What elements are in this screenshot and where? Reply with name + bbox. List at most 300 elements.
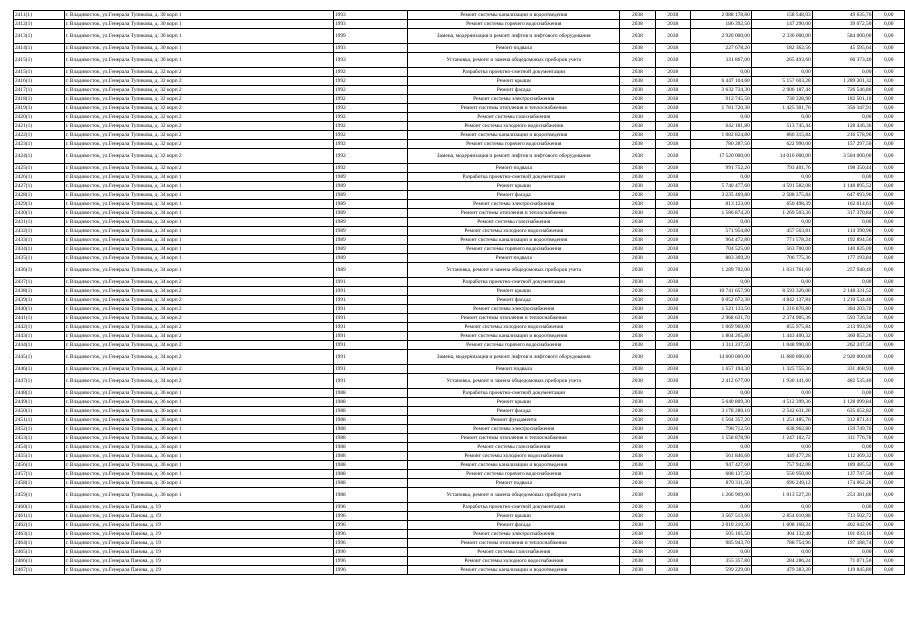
fund-cost-cell: 0,00 bbox=[751, 548, 812, 557]
table-row bbox=[14, 296, 905, 305]
start-year-cell: 2038 bbox=[620, 566, 655, 575]
row-id-cell: 2444(1) bbox=[14, 341, 65, 350]
build-year-cell: 1988 bbox=[333, 452, 407, 461]
end-year-cell: 2038 bbox=[655, 443, 690, 452]
work-type-cell: Разработка проектно-сметной документации bbox=[408, 503, 620, 512]
total-cost-cell: 2 968 631,70 bbox=[690, 314, 751, 323]
build-year-cell: 1988 bbox=[333, 488, 407, 503]
owner-cost-cell: 304 203,70 bbox=[812, 305, 873, 314]
build-year-cell: 1996 bbox=[333, 503, 407, 512]
other-cost-cell: 0,00 bbox=[873, 200, 905, 209]
total-cost-cell: 3 632 734,30 bbox=[690, 86, 751, 95]
end-year-cell: 2038 bbox=[655, 461, 690, 470]
build-year-cell: 1991 bbox=[333, 305, 407, 314]
fund-cost-cell: 0,00 bbox=[751, 68, 812, 77]
address-cell: г. Владивосток, ул.Генерала Тупикова, д. 34 корп 1 bbox=[64, 173, 333, 182]
start-year-cell: 2038 bbox=[620, 323, 655, 332]
table-row bbox=[14, 164, 905, 173]
build-year-cell: 1988 bbox=[333, 443, 407, 452]
table-row bbox=[14, 566, 905, 575]
fund-cost-cell: 622 990,00 bbox=[751, 140, 812, 149]
owner-cost-cell: 162 614,61 bbox=[812, 200, 873, 209]
owner-cost-cell: 647 093,96 bbox=[812, 191, 873, 200]
other-cost-cell: 0,00 bbox=[873, 113, 905, 122]
table-row bbox=[14, 479, 905, 488]
fund-cost-cell: 1 443 400,32 bbox=[751, 332, 812, 341]
start-year-cell: 2038 bbox=[620, 416, 655, 425]
total-cost-cell: 1 289 702,00 bbox=[690, 263, 751, 278]
fund-cost-cell: 4 591 582,08 bbox=[751, 182, 812, 191]
other-cost-cell: 0,00 bbox=[873, 452, 905, 461]
build-year-cell: 1991 bbox=[333, 332, 407, 341]
build-year-cell: 1989 bbox=[333, 200, 407, 209]
start-year-cell: 2038 bbox=[620, 365, 655, 374]
other-cost-cell: 0,00 bbox=[873, 122, 905, 131]
other-cost-cell: 0,00 bbox=[873, 512, 905, 521]
address-cell: г. Владивосток, ул.Генерала Тупикова, д. 32 корп 2 bbox=[64, 164, 333, 173]
end-year-cell: 2038 bbox=[655, 245, 690, 254]
table-row bbox=[14, 86, 905, 95]
build-year-cell: 1992 bbox=[333, 68, 407, 77]
owner-cost-cell: 0,00 bbox=[812, 389, 873, 398]
end-year-cell: 2038 bbox=[655, 530, 690, 539]
row-id-cell: 2455(1) bbox=[14, 452, 65, 461]
owner-cost-cell: 182 501,10 bbox=[812, 95, 873, 104]
owner-cost-cell: 1 289 301,32 bbox=[812, 77, 873, 86]
start-year-cell: 2038 bbox=[620, 530, 655, 539]
row-id-cell: 2422(1) bbox=[14, 131, 65, 140]
address-cell: г. Владивосток, ул.Генерала Панова, д. 19 bbox=[64, 503, 333, 512]
work-type-cell: Ремонт системы отопления и теплоснабжения bbox=[408, 314, 620, 323]
start-year-cell: 2038 bbox=[620, 341, 655, 350]
address-cell: г. Владивосток, ул.Генерала Тупикова, д. 34 корп 2 bbox=[64, 341, 333, 350]
start-year-cell: 2038 bbox=[620, 20, 655, 29]
owner-cost-cell: 726 546,86 bbox=[812, 86, 873, 95]
fund-cost-cell: 866 315,84 bbox=[751, 131, 812, 140]
total-cost-cell: 186 392,50 bbox=[690, 20, 751, 29]
start-year-cell: 2038 bbox=[620, 287, 655, 296]
row-id-cell: 2437(1) bbox=[14, 278, 65, 287]
table-row bbox=[14, 149, 905, 164]
owner-cost-cell: 0,00 bbox=[812, 443, 873, 452]
work-type-cell: Ремонт системы электроснабжения bbox=[408, 530, 620, 539]
address-cell: г. Владивосток, ул.Генерала Тупикова, д. 34 корп 2 bbox=[64, 287, 333, 296]
total-cost-cell: 1 069 969,00 bbox=[690, 323, 751, 332]
fund-cost-cell: 457 563,81 bbox=[751, 227, 812, 236]
fund-cost-cell: 1 425 301,76 bbox=[751, 104, 812, 113]
owner-cost-cell: 39 072,50 bbox=[812, 20, 873, 29]
work-type-cell: Ремонт крыши bbox=[408, 512, 620, 521]
row-id-cell: 2447(1) bbox=[14, 374, 65, 389]
owner-cost-cell: 253 381,80 bbox=[812, 488, 873, 503]
other-cost-cell: 0,00 bbox=[873, 530, 905, 539]
address-cell: г. Владивосток, ул.Генерала Тупикова, д. 36 корп 1 bbox=[64, 443, 333, 452]
work-type-cell: Ремонт системы холодного водоснабжения bbox=[408, 122, 620, 131]
table-row bbox=[14, 29, 905, 44]
owner-cost-cell: 360 853,26 bbox=[812, 332, 873, 341]
other-cost-cell: 0,00 bbox=[873, 503, 905, 512]
other-cost-cell: 0,00 bbox=[873, 245, 905, 254]
total-cost-cell: 2 010 210,30 bbox=[690, 521, 751, 530]
row-id-cell: 2463(1) bbox=[14, 530, 65, 539]
start-year-cell: 2038 bbox=[620, 452, 655, 461]
other-cost-cell: 0,00 bbox=[873, 557, 905, 566]
total-cost-cell: 227 678,20 bbox=[690, 44, 751, 53]
total-cost-cell: 1 521 133,50 bbox=[690, 305, 751, 314]
start-year-cell: 2038 bbox=[620, 521, 655, 530]
total-cost-cell: 561 846,60 bbox=[690, 452, 751, 461]
row-id-cell: 2440(1) bbox=[14, 305, 65, 314]
address-cell: г. Владивосток, ул.Генерала Тупикова, д. 34 корп 2 bbox=[64, 332, 333, 341]
build-year-cell: 1988 bbox=[333, 461, 407, 470]
start-year-cell: 2038 bbox=[620, 305, 655, 314]
end-year-cell: 2038 bbox=[655, 341, 690, 350]
table-row bbox=[14, 539, 905, 548]
owner-cost-cell: 311 776,78 bbox=[812, 434, 873, 443]
other-cost-cell: 0,00 bbox=[873, 77, 905, 86]
work-type-cell: Ремонт системы холодного водоснабжения bbox=[408, 557, 620, 566]
fund-cost-cell: 855 975,84 bbox=[751, 323, 812, 332]
table-row bbox=[14, 11, 905, 20]
table-row bbox=[14, 350, 905, 365]
owner-cost-cell: 257 940,40 bbox=[812, 263, 873, 278]
work-type-cell: Ремонт системы отопления и теплоснабжения bbox=[408, 539, 620, 548]
fund-cost-cell: 265 493,60 bbox=[751, 53, 812, 68]
other-cost-cell: 0,00 bbox=[873, 182, 905, 191]
end-year-cell: 2038 bbox=[655, 227, 690, 236]
table-row bbox=[14, 332, 905, 341]
work-type-cell: Установка, ремонт и замена общедомовых приборов учета bbox=[408, 263, 620, 278]
address-cell: г. Владивосток, ул.Генерала Тупикова, д. 30 корп 1 bbox=[64, 11, 333, 20]
row-id-cell: 2441(1) bbox=[14, 314, 65, 323]
table-row bbox=[14, 443, 905, 452]
address-cell: г. Владивосток, ул.Генерала Тупикова, д. 34 корп 1 bbox=[64, 263, 333, 278]
total-cost-cell: 17 520 000,00 bbox=[690, 149, 751, 164]
address-cell: г. Владивосток, ул.Генерала Тупикова, д. 34 корп 1 bbox=[64, 236, 333, 245]
table-row bbox=[14, 374, 905, 389]
row-id-cell: 2456(1) bbox=[14, 461, 65, 470]
other-cost-cell: 0,00 bbox=[873, 236, 905, 245]
owner-cost-cell: 140 825,00 bbox=[812, 245, 873, 254]
fund-cost-cell: 2 854 010,88 bbox=[751, 512, 812, 521]
table-row bbox=[14, 512, 905, 521]
end-year-cell: 2038 bbox=[655, 149, 690, 164]
fund-cost-cell: 1 608 168,24 bbox=[751, 521, 812, 530]
start-year-cell: 2038 bbox=[620, 461, 655, 470]
fund-cost-cell: 4 512 399,36 bbox=[751, 398, 812, 407]
total-cost-cell: 355 357,80 bbox=[690, 557, 751, 566]
work-type-cell: Ремонт крыши bbox=[408, 77, 620, 86]
table-row bbox=[14, 122, 905, 131]
work-type-cell: Замена, модернизация и ремонт лифтов и лифтового оборудования bbox=[408, 350, 620, 365]
fund-cost-cell: 284 286,24 bbox=[751, 557, 812, 566]
table-row bbox=[14, 461, 905, 470]
address-cell: г. Владивосток, ул.Генерала Тупикова, д. 36 корп 1 bbox=[64, 479, 333, 488]
table-row bbox=[14, 488, 905, 503]
owner-cost-cell: 119 845,80 bbox=[812, 566, 873, 575]
start-year-cell: 2038 bbox=[620, 374, 655, 389]
fund-cost-cell: 147 290,00 bbox=[751, 20, 812, 29]
start-year-cell: 2038 bbox=[620, 254, 655, 263]
address-cell: г. Владивосток, ул.Генерала Тупикова, д. 32 корп 2 bbox=[64, 68, 333, 77]
build-year-cell: 1992 bbox=[333, 113, 407, 122]
table-row bbox=[14, 434, 905, 443]
table-row bbox=[14, 182, 905, 191]
owner-cost-cell: 159 749,70 bbox=[812, 425, 873, 434]
other-cost-cell: 0,00 bbox=[873, 278, 905, 287]
row-id-cell: 2419(1) bbox=[14, 104, 65, 113]
address-cell: г. Владивосток, ул.Генерала Тупикова, д. 34 корп 1 bbox=[64, 218, 333, 227]
address-cell: г. Владивосток, ул.Генерала Тупикова, д. 36 корп 1 bbox=[64, 434, 333, 443]
work-type-cell: Ремонт системы холодного водоснабжения bbox=[408, 323, 620, 332]
start-year-cell: 2038 bbox=[620, 512, 655, 521]
end-year-cell: 2038 bbox=[655, 479, 690, 488]
build-year-cell: 1988 bbox=[333, 479, 407, 488]
table-row bbox=[14, 503, 905, 512]
total-cost-cell: 798 712,50 bbox=[690, 425, 751, 434]
work-type-cell: Ремонт фасада bbox=[408, 86, 620, 95]
table-row bbox=[14, 341, 905, 350]
work-type-cell: Ремонт подвала bbox=[408, 479, 620, 488]
total-cost-cell: 1 082 824,80 bbox=[690, 131, 751, 140]
work-type-cell: Ремонт системы электроснабжения bbox=[408, 425, 620, 434]
row-id-cell: 2467(1) bbox=[14, 566, 65, 575]
table-row bbox=[14, 557, 905, 566]
total-cost-cell: 3 567 513,60 bbox=[690, 512, 751, 521]
row-id-cell: 2448(1) bbox=[14, 389, 65, 398]
other-cost-cell: 0,00 bbox=[873, 314, 905, 323]
work-type-cell: Ремонт системы горячего водоснабжения bbox=[408, 20, 620, 29]
start-year-cell: 2038 bbox=[620, 236, 655, 245]
fund-cost-cell: 0,00 bbox=[751, 389, 812, 398]
row-id-cell: 2446(1) bbox=[14, 365, 65, 374]
build-year-cell: 1988 bbox=[333, 434, 407, 443]
total-cost-cell: 1 266 909,00 bbox=[690, 488, 751, 503]
work-type-cell: Ремонт системы газоснабжения bbox=[408, 548, 620, 557]
end-year-cell: 2038 bbox=[655, 389, 690, 398]
other-cost-cell: 0,00 bbox=[873, 488, 905, 503]
total-cost-cell: 813 123,00 bbox=[690, 200, 751, 209]
fund-cost-cell: 1 251 485,76 bbox=[751, 416, 812, 425]
build-year-cell: 1989 bbox=[333, 209, 407, 218]
owner-cost-cell: 2 920 000,00 bbox=[812, 350, 873, 365]
address-cell: г. Владивосток, ул.Генерала Тупикова, д. 30 корп 1 bbox=[64, 20, 333, 29]
other-cost-cell: 0,00 bbox=[873, 548, 905, 557]
fund-cost-cell: 2 336 000,00 bbox=[751, 29, 812, 44]
table-row bbox=[14, 305, 905, 314]
work-type-cell: Ремонт подвала bbox=[408, 254, 620, 263]
address-cell: г. Владивосток, ул.Генерала Тупикова, д. 32 корп 2 bbox=[64, 95, 333, 104]
other-cost-cell: 0,00 bbox=[873, 44, 905, 53]
total-cost-cell: 1 804 265,80 bbox=[690, 332, 751, 341]
other-cost-cell: 0,00 bbox=[873, 173, 905, 182]
table-row bbox=[14, 548, 905, 557]
table-row bbox=[14, 227, 905, 236]
row-id-cell: 2413(1) bbox=[14, 29, 65, 44]
end-year-cell: 2038 bbox=[655, 236, 690, 245]
work-type-cell: Ремонт системы холодного водоснабжения bbox=[408, 452, 620, 461]
work-type-cell: Ремонт системы электроснабжения bbox=[408, 305, 620, 314]
start-year-cell: 2038 bbox=[620, 86, 655, 95]
total-cost-cell: 2 088 178,80 bbox=[690, 11, 751, 20]
end-year-cell: 2038 bbox=[655, 11, 690, 20]
end-year-cell: 2038 bbox=[655, 287, 690, 296]
row-id-cell: 2433(1) bbox=[14, 236, 65, 245]
fund-cost-cell: 449 477,28 bbox=[751, 452, 812, 461]
fund-cost-cell: 8 593 326,08 bbox=[751, 287, 812, 296]
fund-cost-cell: 788 754,96 bbox=[751, 539, 812, 548]
address-cell: г. Владивосток, ул.Генерала Тупикова, д. 34 корп 2 bbox=[64, 350, 333, 365]
other-cost-cell: 0,00 bbox=[873, 479, 905, 488]
build-year-cell: 1996 bbox=[333, 521, 407, 530]
address-cell: г. Владивосток, ул.Генерала Тупикова, д. 32 корп 2 bbox=[64, 113, 333, 122]
owner-cost-cell: 71 071,56 bbox=[812, 557, 873, 566]
start-year-cell: 2038 bbox=[620, 227, 655, 236]
address-cell: г. Владивосток, ул.Генерала Тупикова, д. 34 корп 1 bbox=[64, 191, 333, 200]
build-year-cell: 1992 bbox=[333, 77, 407, 86]
work-type-cell: Ремонт системы отопления и теплоснабжения bbox=[408, 434, 620, 443]
build-year-cell: 1989 bbox=[333, 245, 407, 254]
table-row bbox=[14, 470, 905, 479]
row-id-cell: 2414(1) bbox=[14, 44, 65, 53]
fund-cost-cell: 638 962,80 bbox=[751, 425, 812, 434]
owner-cost-cell: 2 148 331,52 bbox=[812, 287, 873, 296]
other-cost-cell: 0,00 bbox=[873, 191, 905, 200]
start-year-cell: 2038 bbox=[620, 398, 655, 407]
total-cost-cell: 331 867,00 bbox=[690, 53, 751, 68]
end-year-cell: 2038 bbox=[655, 470, 690, 479]
table-row bbox=[14, 20, 905, 29]
table-row bbox=[14, 173, 905, 182]
build-year-cell: 1988 bbox=[333, 398, 407, 407]
total-cost-cell: 14 600 000,00 bbox=[690, 350, 751, 365]
build-year-cell: 1989 bbox=[333, 218, 407, 227]
row-id-cell: 2432(1) bbox=[14, 227, 65, 236]
start-year-cell: 2038 bbox=[620, 140, 655, 149]
address-cell: г. Владивосток, ул.Генерала Тупикова, д. 34 корп 1 bbox=[64, 245, 333, 254]
end-year-cell: 2038 bbox=[655, 398, 690, 407]
table-row bbox=[14, 140, 905, 149]
end-year-cell: 2038 bbox=[655, 503, 690, 512]
table-row bbox=[14, 77, 905, 86]
start-year-cell: 2038 bbox=[620, 53, 655, 68]
end-year-cell: 2038 bbox=[655, 200, 690, 209]
fund-cost-cell: 2 906 187,44 bbox=[751, 86, 812, 95]
end-year-cell: 2038 bbox=[655, 68, 690, 77]
end-year-cell: 2038 bbox=[655, 350, 690, 365]
end-year-cell: 2038 bbox=[655, 566, 690, 575]
end-year-cell: 2038 bbox=[655, 323, 690, 332]
other-cost-cell: 0,00 bbox=[873, 443, 905, 452]
row-id-cell: 2426(1) bbox=[14, 173, 65, 182]
build-year-cell: 1992 bbox=[333, 104, 407, 113]
other-cost-cell: 0,00 bbox=[873, 104, 905, 113]
end-year-cell: 2038 bbox=[655, 104, 690, 113]
address-cell: г. Владивосток, ул.Генерала Тупикова, д. 34 корп 1 bbox=[64, 254, 333, 263]
start-year-cell: 2038 bbox=[620, 104, 655, 113]
address-cell: г. Владивосток, ул.Генерала Тупикова, д. 34 корп 2 bbox=[64, 278, 333, 287]
build-year-cell: 1992 bbox=[333, 140, 407, 149]
other-cost-cell: 0,00 bbox=[873, 539, 905, 548]
start-year-cell: 2038 bbox=[620, 113, 655, 122]
address-cell: г. Владивосток, ул.Генерала Тупикова, д. 32 корп 2 bbox=[64, 77, 333, 86]
owner-cost-cell: 482 535,40 bbox=[812, 374, 873, 389]
fund-cost-cell: 5 157 603,28 bbox=[751, 77, 812, 86]
total-cost-cell: 0,00 bbox=[690, 218, 751, 227]
other-cost-cell: 0,00 bbox=[873, 434, 905, 443]
fund-cost-cell: 182 362,56 bbox=[751, 44, 812, 53]
address-cell: г. Владивосток, ул.Генерала Тупикова, д. 30 корп 1 bbox=[64, 29, 333, 44]
owner-cost-cell: 114 390,96 bbox=[812, 227, 873, 236]
owner-cost-cell: 49 635,76 bbox=[812, 11, 873, 20]
start-year-cell: 2038 bbox=[620, 209, 655, 218]
start-year-cell: 2038 bbox=[620, 479, 655, 488]
fund-cost-cell: 513 745,44 bbox=[751, 122, 812, 131]
end-year-cell: 2038 bbox=[655, 209, 690, 218]
row-id-cell: 2431(1) bbox=[14, 218, 65, 227]
work-type-cell: Ремонт системы отопления и теплоснабжения bbox=[408, 209, 620, 218]
work-type-cell: Ремонт фасада bbox=[408, 296, 620, 305]
row-id-cell: 2442(1) bbox=[14, 323, 65, 332]
row-id-cell: 2425(1) bbox=[14, 164, 65, 173]
total-cost-cell: 985 943,70 bbox=[690, 539, 751, 548]
other-cost-cell: 0,00 bbox=[873, 140, 905, 149]
build-year-cell: 1991 bbox=[333, 323, 407, 332]
row-id-cell: 2421(1) bbox=[14, 122, 65, 131]
work-type-cell: Разработка проектно-сметной документации bbox=[408, 389, 620, 398]
start-year-cell: 2038 bbox=[620, 488, 655, 503]
owner-cost-cell: 66 373,40 bbox=[812, 53, 873, 68]
end-year-cell: 2038 bbox=[655, 218, 690, 227]
work-type-cell: Ремонт системы газоснабжения bbox=[408, 218, 620, 227]
table-row bbox=[14, 530, 905, 539]
row-id-cell: 2417(1) bbox=[14, 86, 65, 95]
fund-cost-cell: 479 383,20 bbox=[751, 566, 812, 575]
address-cell: г. Владивосток, ул.Генерала Панова, д. 19 bbox=[64, 521, 333, 530]
fund-cost-cell: 1 269 503,36 bbox=[751, 209, 812, 218]
build-year-cell: 1992 bbox=[333, 131, 407, 140]
address-cell: г. Владивосток, ул.Генерала Тупикова, д. 32 корп 2 bbox=[64, 86, 333, 95]
address-cell: г. Владивосток, ул.Генерала Тупикова, д. 34 корп 2 bbox=[64, 314, 333, 323]
row-id-cell: 2428(1) bbox=[14, 191, 65, 200]
work-type-cell: Ремонт фасада bbox=[408, 407, 620, 416]
other-cost-cell: 0,00 bbox=[873, 305, 905, 314]
fund-cost-cell: 2 588 375,84 bbox=[751, 191, 812, 200]
start-year-cell: 2038 bbox=[620, 314, 655, 323]
table-row bbox=[14, 287, 905, 296]
fund-cost-cell: 1 031 761,60 bbox=[751, 263, 812, 278]
end-year-cell: 2038 bbox=[655, 374, 690, 389]
other-cost-cell: 0,00 bbox=[873, 29, 905, 44]
total-cost-cell: 2 412 677,00 bbox=[690, 374, 751, 389]
table-row bbox=[14, 452, 905, 461]
table-row bbox=[14, 218, 905, 227]
work-type-cell: Ремонт системы канализации и водоотведения bbox=[408, 461, 620, 470]
owner-cost-cell: 128 436,36 bbox=[812, 122, 873, 131]
row-id-cell: 2458(1) bbox=[14, 479, 65, 488]
address-cell: г. Владивосток, ул.Генерала Тупикова, д. 34 корп 2 bbox=[64, 323, 333, 332]
build-year-cell: 1993 bbox=[333, 53, 407, 68]
table-row bbox=[14, 44, 905, 53]
total-cost-cell: 0,00 bbox=[690, 443, 751, 452]
fund-cost-cell: 696 249,12 bbox=[751, 479, 812, 488]
build-year-cell: 1991 bbox=[333, 278, 407, 287]
end-year-cell: 2038 bbox=[655, 416, 690, 425]
other-cost-cell: 0,00 bbox=[873, 350, 905, 365]
row-id-cell: 2445(1) bbox=[14, 350, 65, 365]
start-year-cell: 2038 bbox=[620, 503, 655, 512]
start-year-cell: 2038 bbox=[620, 389, 655, 398]
